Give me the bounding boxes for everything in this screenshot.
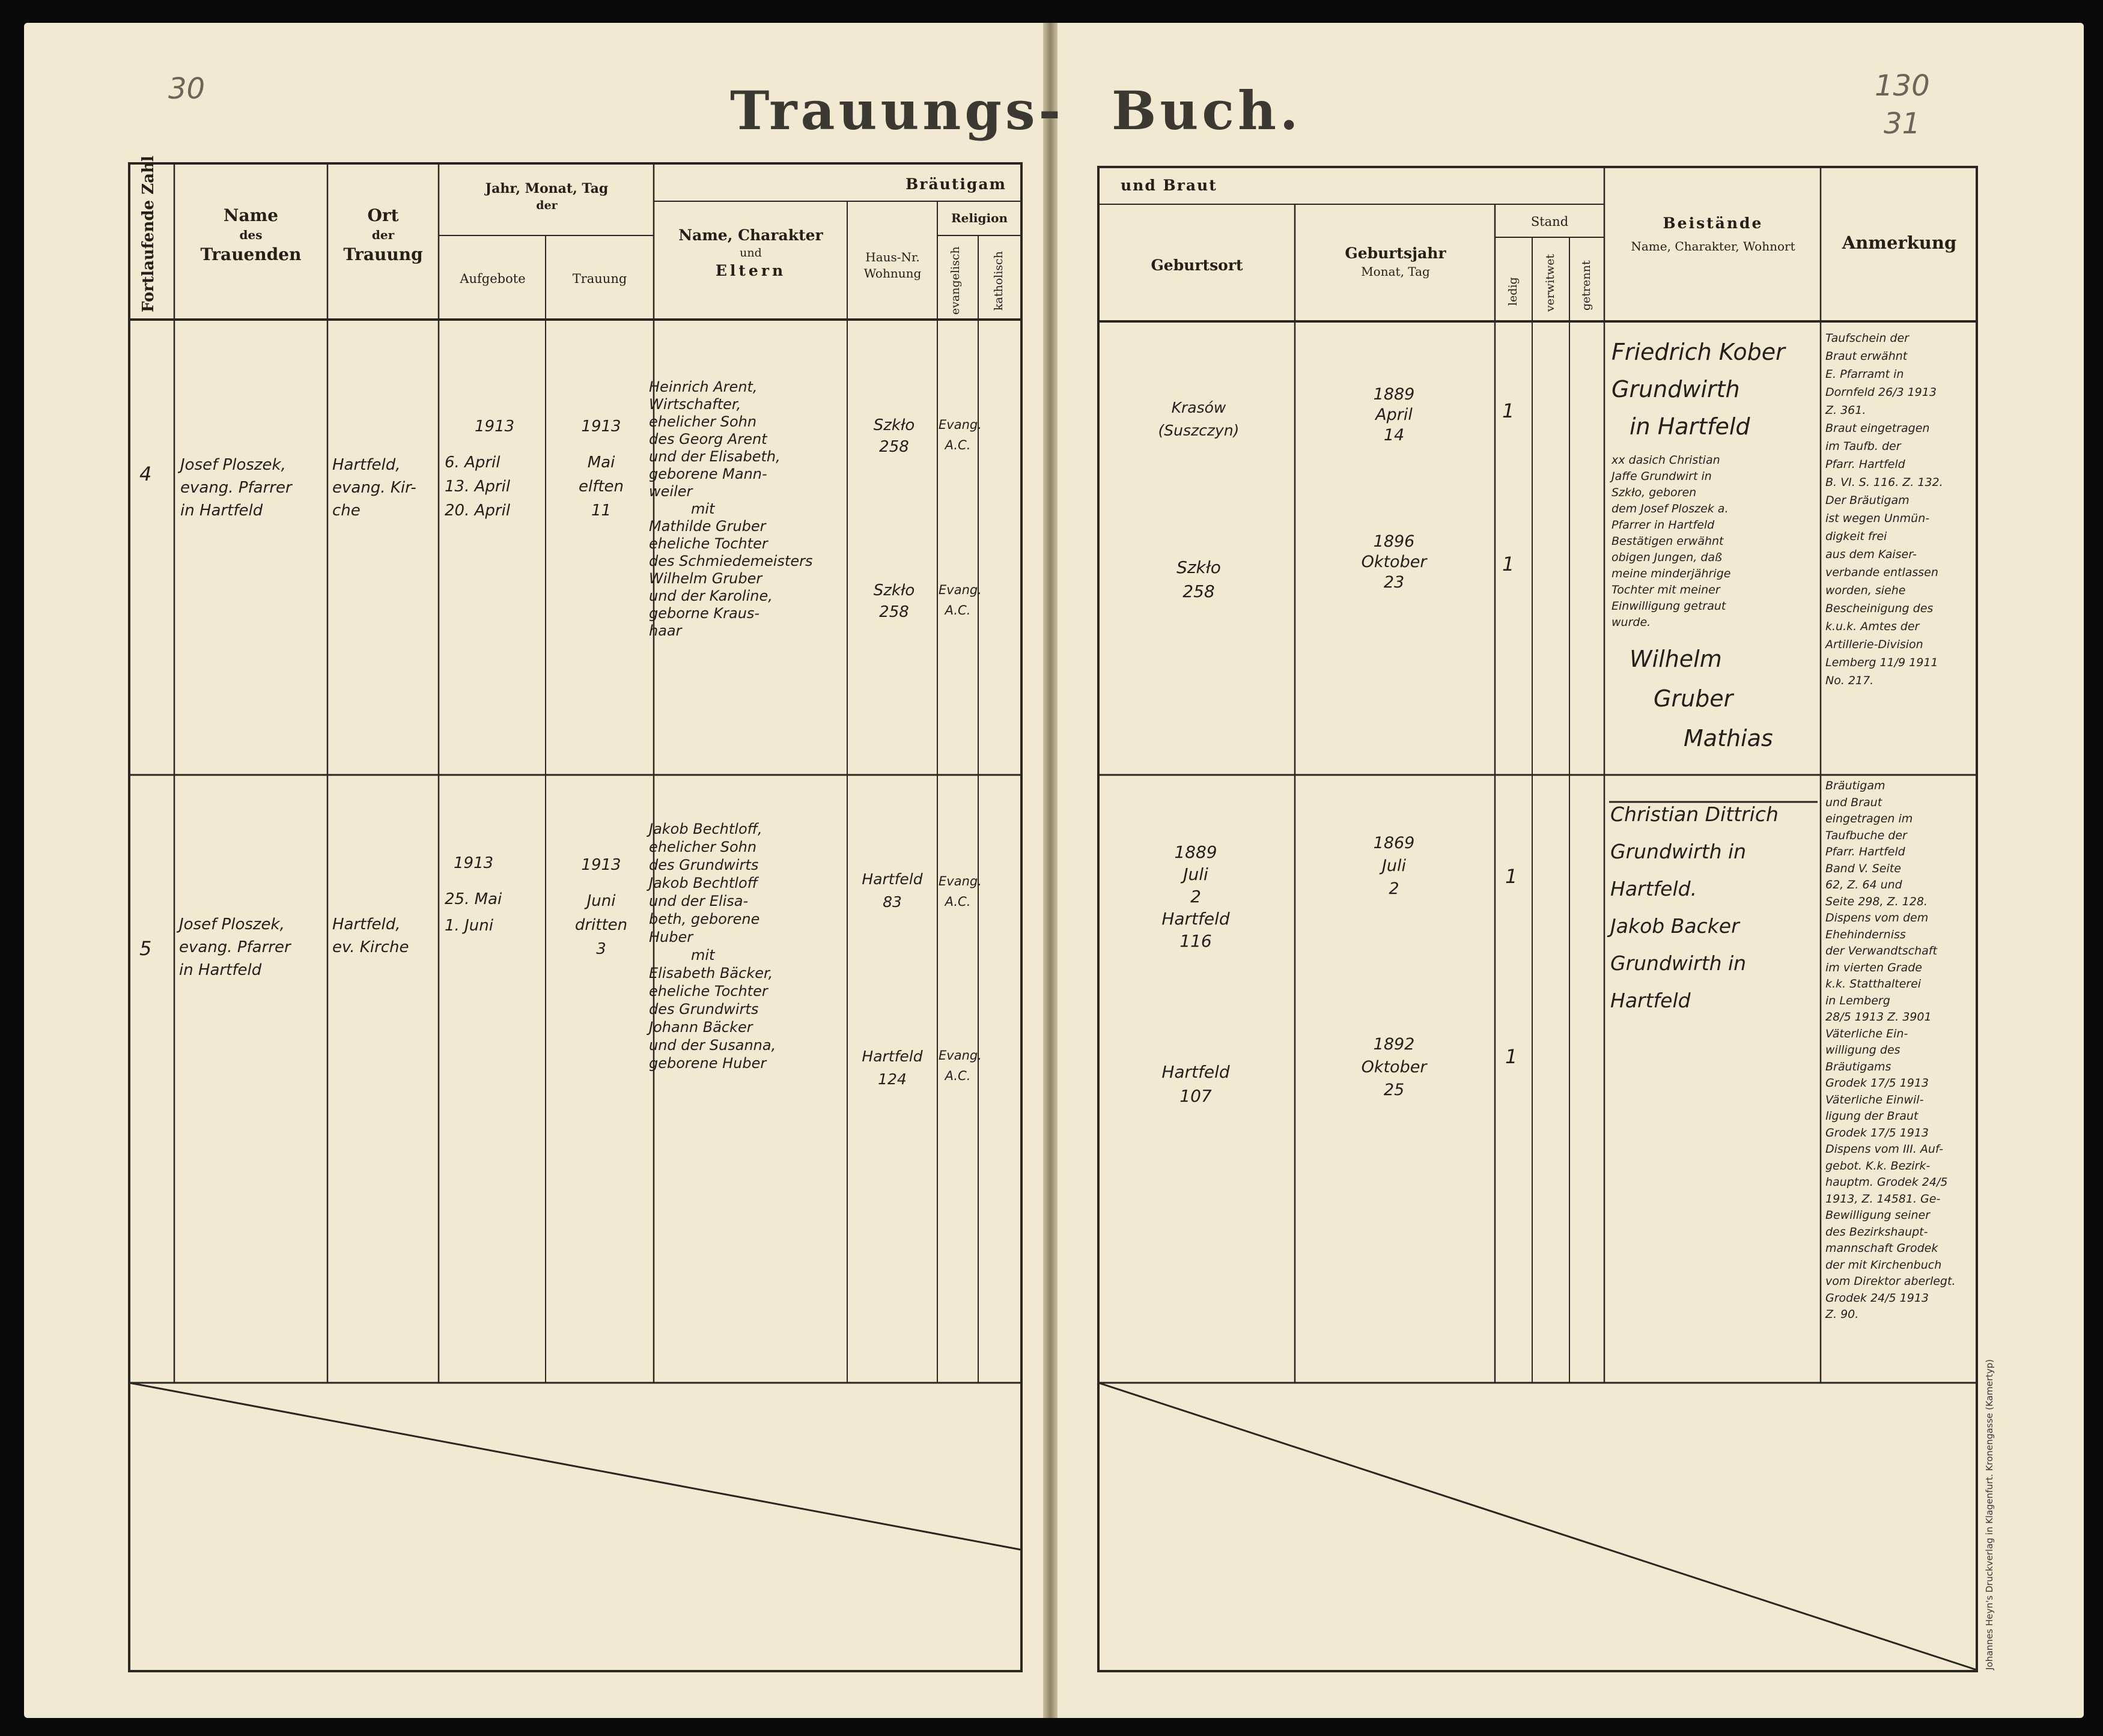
entry-4-geburtsort-braeutigam: Krasów (Suszczyn) [1158, 399, 1240, 439]
header-anmerkung: Anmerkung [1842, 232, 1957, 253]
entry-5-aufgebote: 1913 25. Mai 1. Juni [445, 854, 502, 935]
header-geburtsort: Geburtsort [1151, 256, 1243, 274]
entry-4-ledig-braut: 1 [1502, 553, 1515, 575]
entry-5-haus-braut: Hartfeld 124 [862, 1048, 923, 1088]
header-katholisch: katholisch [992, 251, 1005, 311]
entry-5-trauender: Josef Ploszek, evang. Pfarrer in Hartfeld [179, 915, 291, 979]
header-evangelisch: evangelisch [949, 246, 962, 315]
entry-4-nr: 4 [139, 463, 152, 485]
header-lfd-zahl: Fortlaufende Zahl [139, 156, 157, 312]
entry-4-ledig-braeutigam: 1 [1502, 399, 1515, 422]
entry-5-anmerkung: Bräutigam und Braut eingetragen im Taufbuche der Pfarr. Hartfeld Band V. Seite 62, Z. 64 und Seite 298, Z. 128. Dispens vom dem Ehehinderniss der Verwandtschaft im vierten Grade k.k. Statthalterei in Lemberg 28/5 1913 Z. 3901 Väterliche Ein- willigung des Bräutigams Grodek 17/5 1913 Väterliche Einwil- ligung der Braut Grodek 17/5 1913 Dispens vom III. Auf- gebot. K.k. Bezirk- hauptm. Grodek 24/5 1913, Z. 14581. Ge- Bewilligung seiner des Bezirkshaupt- mannschaft Grodek der mit Kirchenbuch vom Direktor aberlegt. Grodek 24/5 1913 Z. 90. [1825, 779, 1956, 1321]
entry-5-religion-braut: Evang. A.C. [939, 1048, 982, 1083]
header-ledig: ledig [1506, 277, 1520, 306]
entry-4-trauender: Josef Ploszek, evang. Pfarrer in Hartfeld [180, 456, 292, 520]
header-braeutigam: Bräutigam [905, 175, 1006, 193]
title-right: Buch. [1112, 79, 1302, 142]
entry-4-beistaende: Friedrich Kober Grundwirth in Hartfeld xx dasich Christian Jaffe Grundwirt in Szkło, geboren dem Josef Ploszek a. Pfarrer in Hartfeld Bestätigen erwähnt obigen Jungen, daß meine minderjährige Tochter mit meiner Einwilligung getraut wurde. Wilhelm Gruber Mathias [1611, 339, 1785, 751]
title-left: Trauungs- [730, 79, 1065, 142]
entry-4-religion-braeutigam: Evang. A.C. [939, 417, 982, 452]
entry-4-haus-braut: Szkło 258 [873, 581, 915, 621]
entry-4-ort: Hartfeld, evang. Kir- che [332, 456, 416, 520]
entry-4-aufgebote: 1913 6. April 13. April 20. April [445, 417, 515, 520]
entry-5-ledig-braeutigam: 1 [1505, 865, 1518, 888]
entry-5-geburtsort-braut: Hartfeld 107 [1161, 1062, 1230, 1106]
entry-5-geburtsjahr-braut: 1892 Oktober 25 [1361, 1035, 1427, 1099]
header-charakter: Name, Charakter und Eltern [678, 226, 823, 280]
entry-4-trauung: 1913 Mai elften 11 [578, 417, 624, 520]
printer-imprint: Johannes Heyn's Druckverlag in Klagenfurt. Kronengasse (Kamertyp) [1984, 1359, 1995, 1670]
header-beistaende: Beistände Name, Charakter, Wohnort [1631, 214, 1795, 253]
page-number-right-top: 130 [1875, 69, 1930, 103]
entry-5-beistaende: Christian Dittrich Grundwirth in Hartfeld. Jakob Backer Grundwirth in Hartfeld [1610, 803, 1779, 1012]
entry-4-religion-braut: Evang. A.C. [939, 583, 982, 618]
page-number-left: 30 [168, 72, 205, 106]
entry-5-geburtsjahr-braeutigam: 1869 Juli 2 [1373, 834, 1415, 898]
header-religion: Religion [951, 211, 1008, 225]
header-stand: Stand [1530, 214, 1569, 229]
entry-4-haus-braeutigam: Szkło 258 [873, 416, 915, 456]
entry-5-haus-braeutigam: Hartfeld 83 [862, 870, 923, 911]
entry-4-anmerkung: Taufschein der Braut erwähnt E. Pfarramt in Dornfeld 26/3 1913 Z. 361. Braut eingetragen im Taufb. der Pfarr. Hartfeld B. VI. S. 116. Z. 132. Der Bräutigam ist wegen Unmün- digkeit frei aus dem Kaiser- verbande entlassen worden, siehe Bescheinigung des k.u.k. Amtes der Artillerie-Division Lemberg 11/9 1911 No. 217. [1825, 332, 1943, 687]
entry-4-geburtsjahr-braeutigam: 1889 April 14 [1373, 385, 1415, 445]
entry-4-geburtsort-braut: Szkło 258 [1176, 557, 1221, 601]
entry-5-ort: Hartfeld, ev. Kirche [332, 915, 409, 956]
entry-5-ledig-braut: 1 [1505, 1045, 1518, 1068]
entry-4-braeutigam: Heinrich Arent, Wirtschafter, ehelicher Sohn des Georg Arent und der Elisabeth, geborene Mann- weiler mit Mathilde Gruber eheliche Tochter des Schmiedemeisters Wilhelm Gruber und der Karoline, geborne Kraus- haar [649, 378, 813, 639]
header-geburtsjahr: Geburtsjahr Monat, Tag [1345, 244, 1446, 279]
header-name: Name des Trauenden [200, 205, 302, 264]
entry-5-nr: 5 [139, 937, 152, 960]
header-und-braut: und Braut [1121, 177, 1217, 194]
entry-5-braeutigam: Jakob Bechtloff, ehelicher Sohn des Grundwirts Jakob Bechtloff und der Elisa- beth, geborene Huber mit Elisabeth Bäcker, eheliche Tochter des Grundwirts Johann Bäcker und der Susanna, geborene Huber [649, 821, 776, 1072]
page-number-right-bottom: 31 [1884, 107, 1921, 141]
entry-5-geburtsort-braeutigam: 1889 Juli 2 Hartfeld 116 [1161, 842, 1230, 951]
header-datum: Jahr, Monat, Tag der [485, 181, 609, 212]
entry-5-trauung: 1913 Juni dritten 3 [574, 856, 628, 958]
header-verwitwet: verwitwet [1544, 253, 1557, 312]
entry-4-geburtsjahr-braut: 1896 Oktober 23 [1361, 532, 1427, 592]
header-trauung: Trauung [572, 272, 627, 286]
entry-5-religion-braeutigam: Evang. A.C. [939, 874, 982, 909]
header-haus: Haus-Nr. Wohnung [863, 250, 922, 281]
header-ort: Ort der Trauung [343, 205, 423, 264]
header-getrennt: getrennt [1580, 260, 1593, 311]
header-aufgebote: Aufgebote [460, 272, 526, 286]
